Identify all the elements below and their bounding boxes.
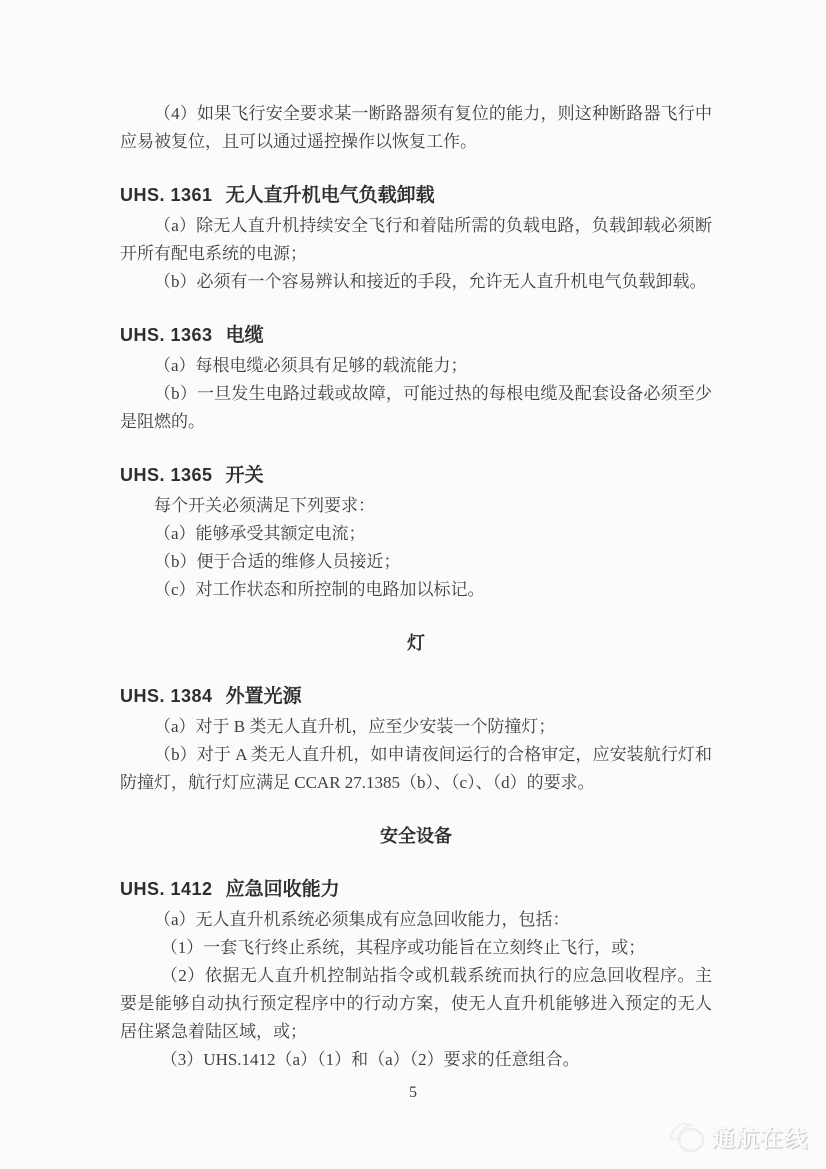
sub-paragraph: （3）UHS.1412（a）（1）和（a）（2）要求的任意组合。	[160, 1050, 580, 1069]
section-title: 外置光源	[225, 686, 302, 707]
tonghang-online-logo-icon	[667, 1117, 707, 1155]
watermark	[667, 1117, 808, 1155]
section-heading	[120, 321, 712, 350]
section-heading	[120, 682, 712, 711]
paragraph: （a）能够承受其额定电流；	[154, 524, 366, 543]
paragraph: （b）对于 A 类无人直升机，如申请夜间运行的合格审定，应安装航行灯和防撞灯，航行灯应满足 CCAR 27.1385（b）、（c）、（d）的要求。	[120, 745, 712, 792]
section-code: UHS. 1384	[120, 686, 213, 706]
group-heading: 灯	[407, 633, 425, 653]
paragraph: （a）除无人直升机持续安全飞行和着陆所需的负载电路，负载卸载必须断开所有配电系统的电源；	[120, 216, 712, 263]
section-heading	[120, 181, 712, 210]
section-code: UHS. 1365	[120, 465, 213, 485]
paragraph: （b）一旦发生电路过载或故障，可能过热的每根电缆及配套设备必须至少是阻燃的。	[120, 384, 712, 431]
page-number: 5	[409, 1084, 417, 1101]
paragraph: （b）便于合适的维修人员接近；	[154, 552, 401, 571]
document-body	[120, 100, 712, 1074]
section-title: 应急回收能力	[225, 879, 340, 900]
watermark-text: 通航在线	[712, 1124, 808, 1151]
section-code: UHS. 1363	[120, 325, 213, 345]
page-footer	[0, 1081, 826, 1105]
section-title: 电缆	[225, 325, 264, 346]
section-heading	[120, 461, 712, 490]
section-code: UHS. 1361	[120, 185, 213, 205]
section-title: 开关	[225, 465, 264, 486]
group-heading: 安全设备	[380, 826, 452, 846]
paragraph: 每个开关必须满足下列要求：	[154, 496, 375, 515]
paragraph: （c）对工作状态和所控制的电路加以标记。	[154, 580, 485, 599]
section-heading	[120, 875, 712, 904]
section-title: 无人直升机电气负载卸载	[225, 185, 435, 206]
sub-paragraph: （2）依据无人直升机控制站指令或机载系统而执行的应急回收程序。主要是能够自动执行预定程序中的行动方案，使无人直升机能够进入预定的无人居住紧急着陆区域，或；	[120, 966, 712, 1041]
paragraph: （a）对于 B 类无人直升机，应至少安装一个防撞灯；	[154, 717, 556, 736]
sub-paragraph: （1）一套飞行终止系统，其程序或功能旨在立刻终止飞行，或；	[160, 938, 646, 957]
paragraph: （a）无人直升机系统必须集成有应急回收能力，包括：	[154, 910, 570, 929]
section-code: UHS. 1412	[120, 879, 213, 899]
paragraph: （a）每根电缆必须具有足够的载流能力；	[154, 356, 468, 375]
paragraph: （4）如果飞行安全要求某一断路器须有复位的能力，则这种断路器飞行中应易被复位，且可以通过遥控操作以恢复工作。	[120, 104, 712, 151]
paragraph: （b）必须有一个容易辨认和接近的手段，允许无人直升机电气负载卸载。	[154, 272, 707, 291]
